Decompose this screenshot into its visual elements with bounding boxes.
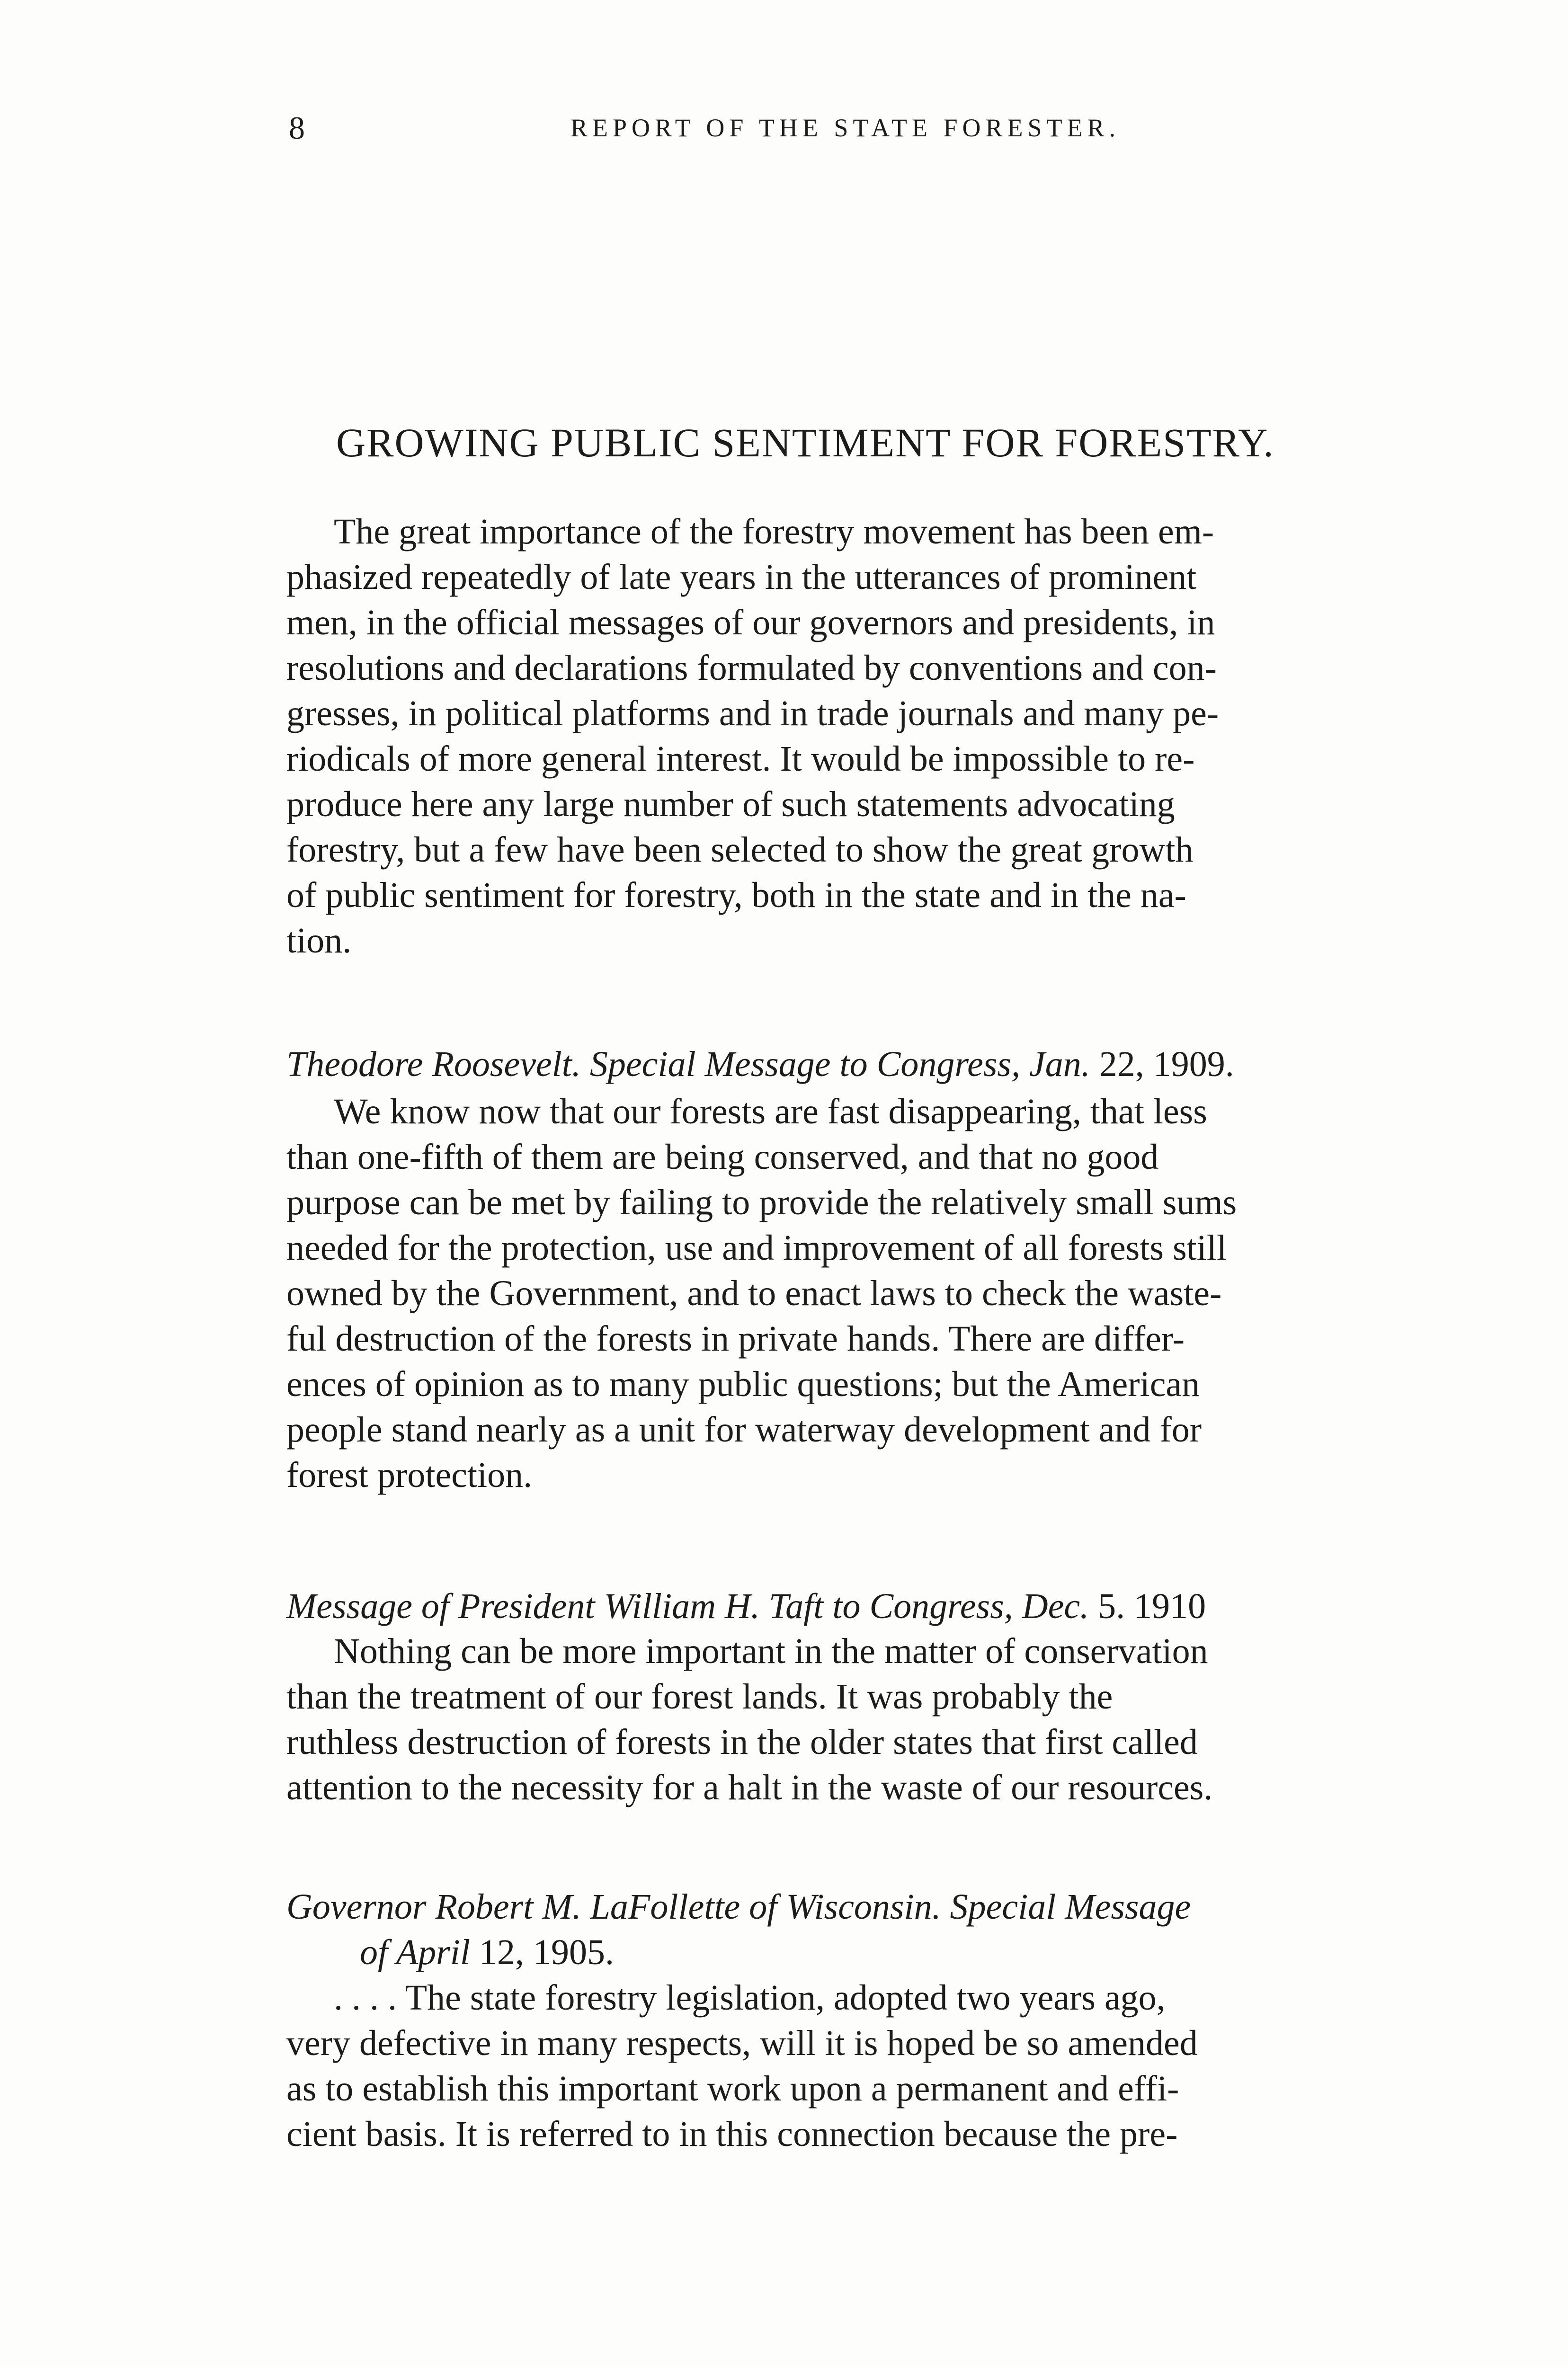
intro-paragraph: The great importance of the forestry movement has been em- phasized repeatedly of late years in the utterances of prominent men, in the official messages of our governors and presidents, in resolutions and declarations formulated by conventions and con- gresses, in political platforms and in trade journals and many pe- riodicals of more general interest. It would be impossible to re- produce here any large number of such statements advocating forestry, but a few have been selected to show the great growth of public sentiment for forestry, both in the state and in the na- tion. xyxy=(286,512,1219,961)
quote-citation xyxy=(286,1041,1427,1087)
citation-date: 12, 1905. xyxy=(470,1932,614,1972)
citation-date: 5. 1910 xyxy=(1089,1586,1206,1626)
quote-text: Nothing can be more important in the matter of conservation than the treatment of our forest lands. It was probably the ruthless destruction of forests in the older states that first called attention to the necessity for a halt in the waste of our resources. xyxy=(286,1631,1213,1807)
quote-citation xyxy=(286,1584,1427,1629)
quote-citation xyxy=(286,1884,1427,1930)
section-title: GROWING PUBLIC SENTIMENT FOR FORESTRY. xyxy=(336,420,1274,465)
citation-date: 22, 1909. xyxy=(1090,1044,1234,1084)
running-header xyxy=(289,102,1425,154)
quote-text: We know now that our forests are fast disappearing, that less than one-fifth of them are being conserved, and that no good purpose can be met by failing to provide the relatively small sums needed for the protection, use and improvement of all forests still owned by the Government, and to enact laws to check the waste- ful destruction of the forests in private hands. There are differ- ences of opinion as to many public questions; but the American people stand nearly as a unit for waterway development and for forest protection. xyxy=(286,1092,1237,1495)
citation-source: Theodore Roosevelt. Special Message to Congress, Jan. xyxy=(286,1044,1090,1084)
citation-source: Message of President William H. Taft to Congress, Dec. xyxy=(286,1586,1089,1626)
citation-source: Governor Robert M. LaFollette of Wisconsin. Special Message xyxy=(286,1887,1191,1927)
citation-source-continued: of April xyxy=(360,1932,470,1972)
quote-citation-continued xyxy=(360,1930,1501,1975)
running-title: REPORT OF THE STATE FORESTER. xyxy=(570,114,1121,142)
quote-text: . . . . The state forestry legislation, adopted two years ago, very defective in many respects, will it is hoped be so amended as to establish this important work upon a permanent and effi- cient basis. It is referred to in this connection because the pre- xyxy=(286,1978,1198,2154)
page-number: 8 xyxy=(289,110,305,146)
